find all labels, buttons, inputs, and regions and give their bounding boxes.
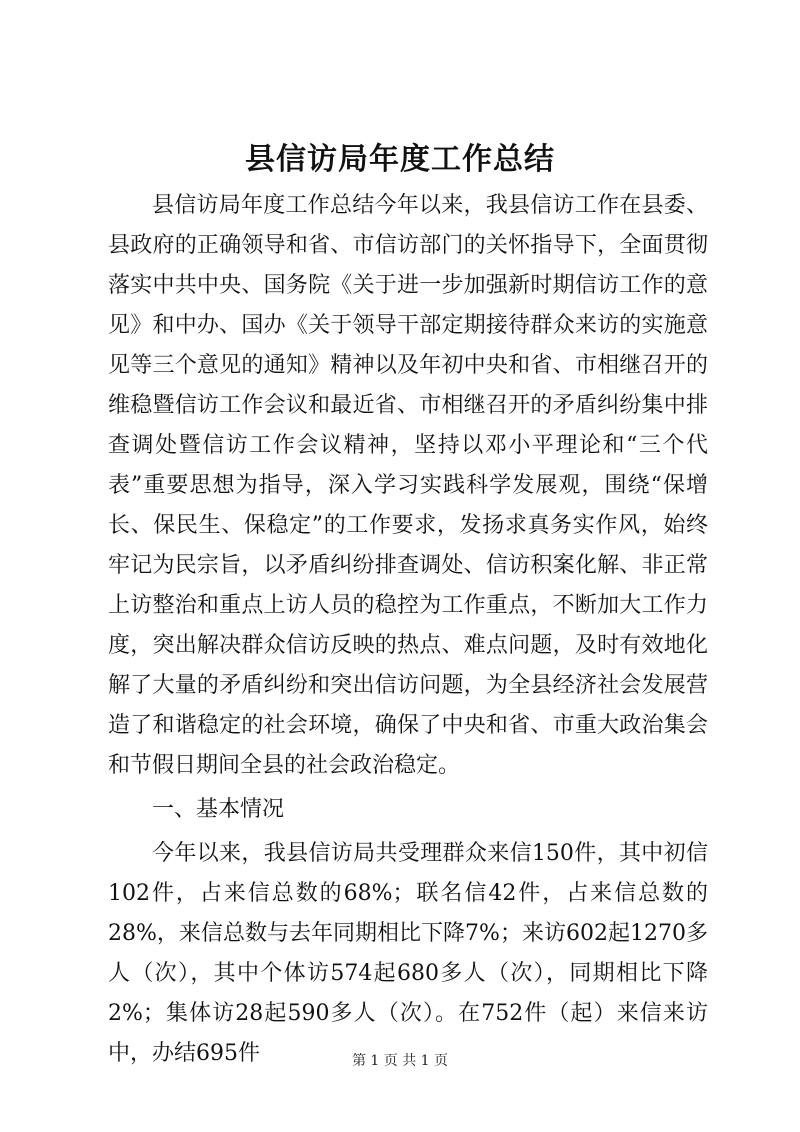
section-heading-basic-situation: 一、基本情况 [152,797,285,822]
paragraph-intro: 县信访局年度工作总结今年以来，我县信访工作在县委、县政府的正确领导和省、市信访部门的关怀指导下，全面贯彻落实中共中央、国务院《关于进一步加强新时期信访工作的意见》和中办、国办《关于领导干部定期接待群众来访的实施意见等三个意见的通知》精神以及年初中央和省、市相继召开的维稳暨信访工作会议和最近省、市相继召开的矛盾纠纷集中排查调处暨信访工作会议精神，坚持以邓小平理论和“三个代表”重要思想为指导，深入学习实践科学发展观，围绕“保增长、保民生、保稳定”的工作要求，发扬求真务实作风，始终牢记为民宗旨，以矛盾纠纷排查调处、信访积案化解、非正常上访整治和重点上访人员的稳控为工作重点，不断加大工作力度，突出解决群众信访反映的热点、难点问题，及时有效地化解了大量的矛盾纠纷和突出信访问题，为全县经济社会发展营造了和谐稳定的社会环境，确保了中央和省、市重大政治集会和节假日期间全县的社会政治稳定。 [108,193,708,778]
paragraph-statistics: 今年以来，我县信访局共受理群众来信150件，其中初信102件，占来信总数的68%；联名信42件，占来信总数的28%，来信总数与去年同期相比下降7%；来访602起1270多人（次），其中个体访574起680多人（次），同期相比下降2%；集体访28起590多人（次）。在752件（起）来信来访中，办结695件 [108,841,708,1066]
page-footer: 第 1 页 共 1 页 [351,1053,449,1069]
document-title: 县信访局年度工作总结 [245,142,555,177]
document-body [108,186,708,1074]
